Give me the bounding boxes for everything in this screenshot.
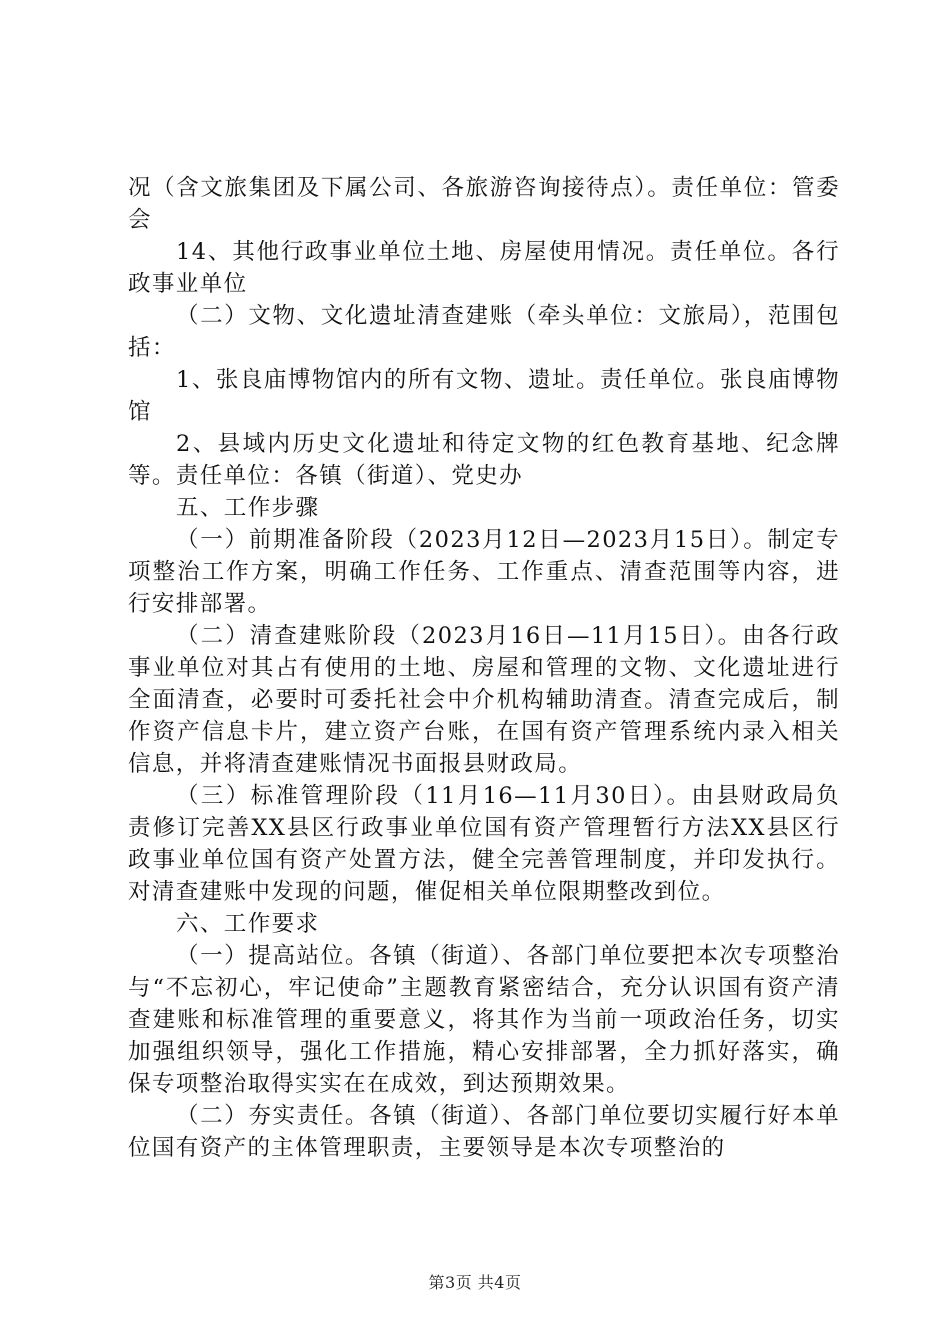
paragraph-requirement-raise-position: （一）提高站位。各镇（街道）、各部门单位要把本次专项整治与“不忘初心，牢记使命”主题教育紧密结合，充分认识国有资产清查建账和标准管理的重要意义，将其作为当前一项政治任务，切实加强组织领导，强化工作措施，精心安排部署，全力抓好落实，确保专项整治取得实实在在成效，到达预期效果。 [128, 943, 840, 1097]
paragraph-item-14: 14、其他行政事业单位土地、房屋使用情况。责任单位。各行政事业单位 [128, 239, 840, 297]
paragraph-step-standard: （三）标准管理阶段（11月16—11月30日）。由县财政局负责修订完善XX县区行政事业单位国有资产管理暂行方法XX县区行政事业单位国有资产处置方法，健全完善管理制度，并印发执行。对清查建账中发现的问题，催促相关单位限期整改到位。 [128, 783, 840, 905]
paragraph-section-relics: （二）文物、文化遗址清查建账（牵头单位：文旅局），范围包括： [128, 303, 840, 361]
paragraph-item-1: 1、张良庙博物馆内的所有文物、遗址。责任单位。张良庙博物馆 [128, 367, 840, 425]
paragraph-step-inventory: （二）清查建账阶段（2023月16日—11月15日）。由各行政事业单位对其占有使用的土地、房屋和管理的文物、文化遗址进行全面清查，必要时可委托社会中介机构辅助清查。清查完成后，制作资产信息卡片，建立资产台账，在国有资产管理系统内录入相关信息，并将清查建账情况书面报县财政局。 [128, 623, 840, 777]
paragraph-continuation: 况（含文旅集团及下属公司、各旅游咨询接待点）。责任单位：管委会 [128, 175, 840, 233]
heading-work-steps: 五、工作步骤 [176, 495, 320, 521]
heading-work-requirements: 六、工作要求 [176, 911, 320, 937]
paragraph-item-2: 2、县域内历史文化遗址和待定文物的红色教育基地、纪念牌等。责任单位：各镇（街道）、党史办 [128, 431, 840, 489]
paragraph-requirement-responsibility: （二）夯实责任。各镇（街道）、各部门单位要切实履行好本单位国有资产的主体管理职责，主要领导是本次专项整治的 [128, 1103, 840, 1161]
document-body [128, 172, 840, 1164]
paragraph-step-preparation: （一）前期准备阶段（2023月12日—2023月15日）。制定专项整治工作方案，明确工作任务、工作重点、清查范围等内容，进行安排部署。 [128, 527, 840, 617]
page-footer: 第3页 共4页 [428, 1273, 522, 1292]
